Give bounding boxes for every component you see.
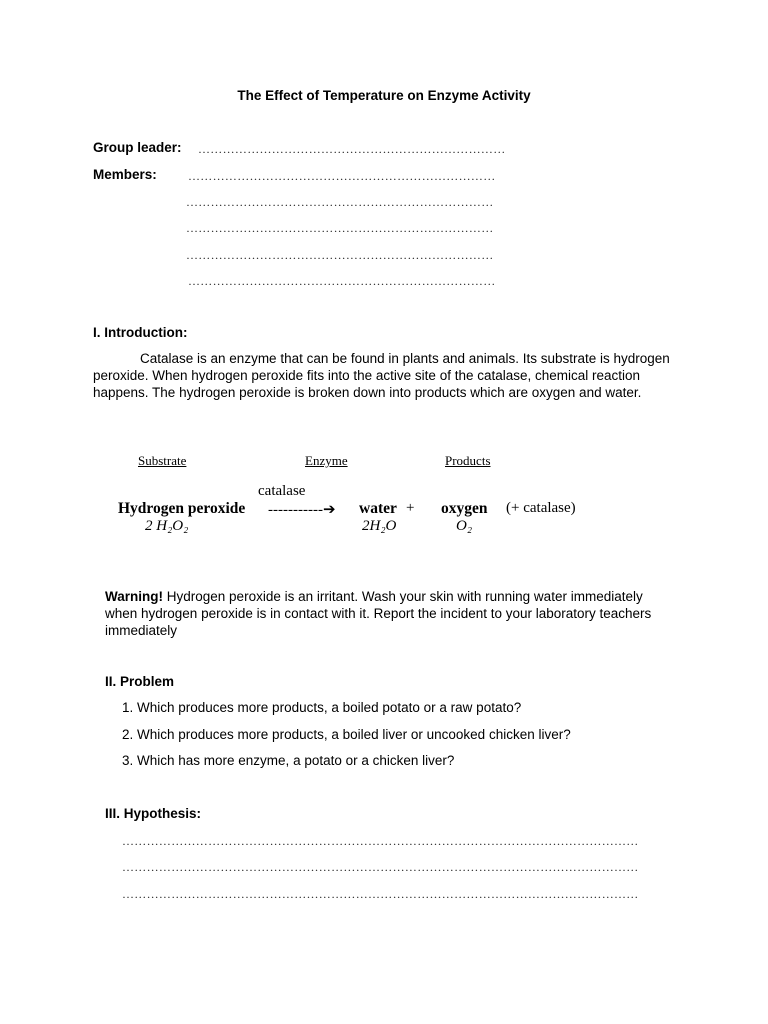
catalase-note: (+ catalase) <box>506 500 576 516</box>
reaction-arrow: -----------➔ <box>268 502 336 518</box>
formula-water: 2H₂O <box>362 518 397 534</box>
products-label: Products <box>445 453 491 468</box>
problem-heading: II. Problem <box>105 674 175 689</box>
problem-item-3: 3. Which has more enzyme, a potato or a chicken liver? <box>122 753 455 768</box>
page-title: The Effect of Temperature on Enzyme Activity <box>237 88 531 103</box>
problem-item-2: 2. Which produces more products, a boiled liver or uncooked chicken liver? <box>122 727 571 742</box>
enzyme-label: Enzyme <box>305 453 348 468</box>
warning-paragraph <box>105 588 675 639</box>
problem-item-1: 1. Which produces more products, a boiled potato or a raw potato? <box>122 700 522 715</box>
product-water: water <box>359 500 397 517</box>
formula-reactant: 2 H₂O₂ <box>145 518 189 534</box>
member-field-1[interactable]: ………………………………………………………………… <box>188 169 496 183</box>
member-field-3[interactable]: ………………………………………………………………… <box>186 221 494 235</box>
members-label: Members: <box>93 167 157 182</box>
member-field-2[interactable]: ………………………………………………………………… <box>186 195 494 209</box>
introduction-paragraph <box>93 350 673 401</box>
member-field-4[interactable]: ………………………………………………………………… <box>186 248 494 262</box>
hypothesis-line-3[interactable]: ……………………………………………………………………………………………………………… <box>122 887 639 901</box>
group-leader-label: Group leader: <box>93 140 182 155</box>
formula-oxygen: O₂ <box>456 518 473 534</box>
substrate-label: Substrate <box>138 453 187 468</box>
introduction-heading: I. Introduction: <box>93 325 188 340</box>
introduction-text: Catalase is an enzyme that can be found in plants and animals. Its substrate is hydrogen peroxide. When hydrogen peroxide fits into the active site of the catalase, chemical reaction happens. The hydrogen peroxide is broken down into products which are oxygen and water. <box>93 351 670 400</box>
hypothesis-heading: III. Hypothesis: <box>105 806 202 821</box>
warning-text: Hydrogen peroxide is an irritant. Wash your skin with running water immediately when hydrogen peroxide is in contact with it. Report the incident to your laboratory teachers immediately <box>105 589 652 638</box>
product-oxygen: oxygen <box>441 500 488 517</box>
warning-label: Warning! <box>105 589 163 604</box>
plus-sign: + <box>406 500 415 516</box>
hypothesis-line-1[interactable]: ……………………………………………………………………………………………………………… <box>122 834 639 848</box>
member-field-5[interactable]: ………………………………………………………………… <box>188 274 496 288</box>
enzyme-name: catalase <box>258 483 306 499</box>
group-leader-field[interactable]: ………………………………………………………………… <box>198 142 506 156</box>
hypothesis-line-2[interactable]: ……………………………………………………………………………………………………………… <box>122 860 639 874</box>
reactant-name: Hydrogen peroxide <box>118 500 246 517</box>
